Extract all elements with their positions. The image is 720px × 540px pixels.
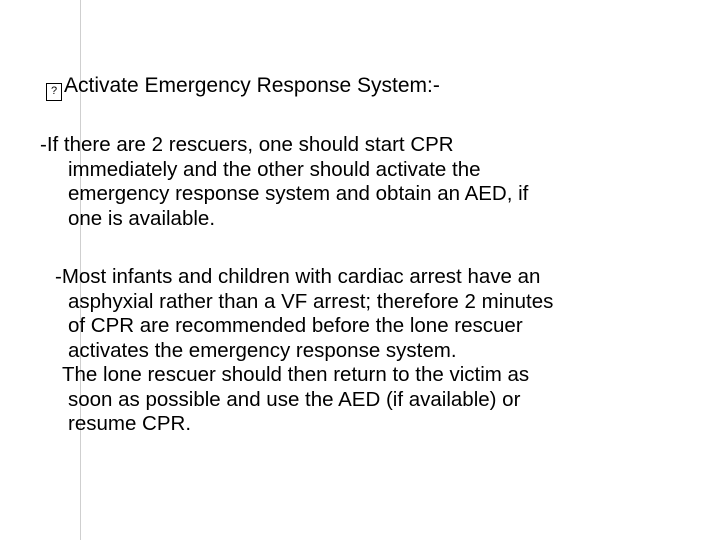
heading: [46, 72, 440, 101]
paragraph-line: emergency response system and obtain an AED, if: [68, 182, 529, 205]
heading-text: Activate Emergency Response System:-: [64, 74, 440, 97]
paragraph-line: -If there are 2 rescuers, one should start CPR: [40, 133, 454, 156]
paragraph-line: one is available.: [68, 206, 216, 230]
paragraph-line: activates the emergency response system.: [68, 338, 457, 362]
paragraph-line: of CPR are recommended before the lone rescuer: [68, 314, 523, 337]
paragraph-line: asphyxial rather than a VF arrest; therefore 2 minutes: [68, 289, 554, 313]
paragraph-line: soon as possible and use the AED (if available) or: [68, 387, 521, 411]
paragraph-line: -Most infants and children with cardiac arrest have an: [55, 265, 541, 288]
paragraph-line: immediately and the other should activate the: [68, 157, 481, 181]
paragraph-infants: [55, 265, 553, 437]
paragraph-rescuers: [40, 133, 528, 231]
paragraph-line: The lone rescuer should then return to the victim as: [62, 363, 530, 386]
paragraph-line: resume CPR.: [68, 412, 192, 435]
bullet-box-icon: ?: [46, 83, 62, 101]
